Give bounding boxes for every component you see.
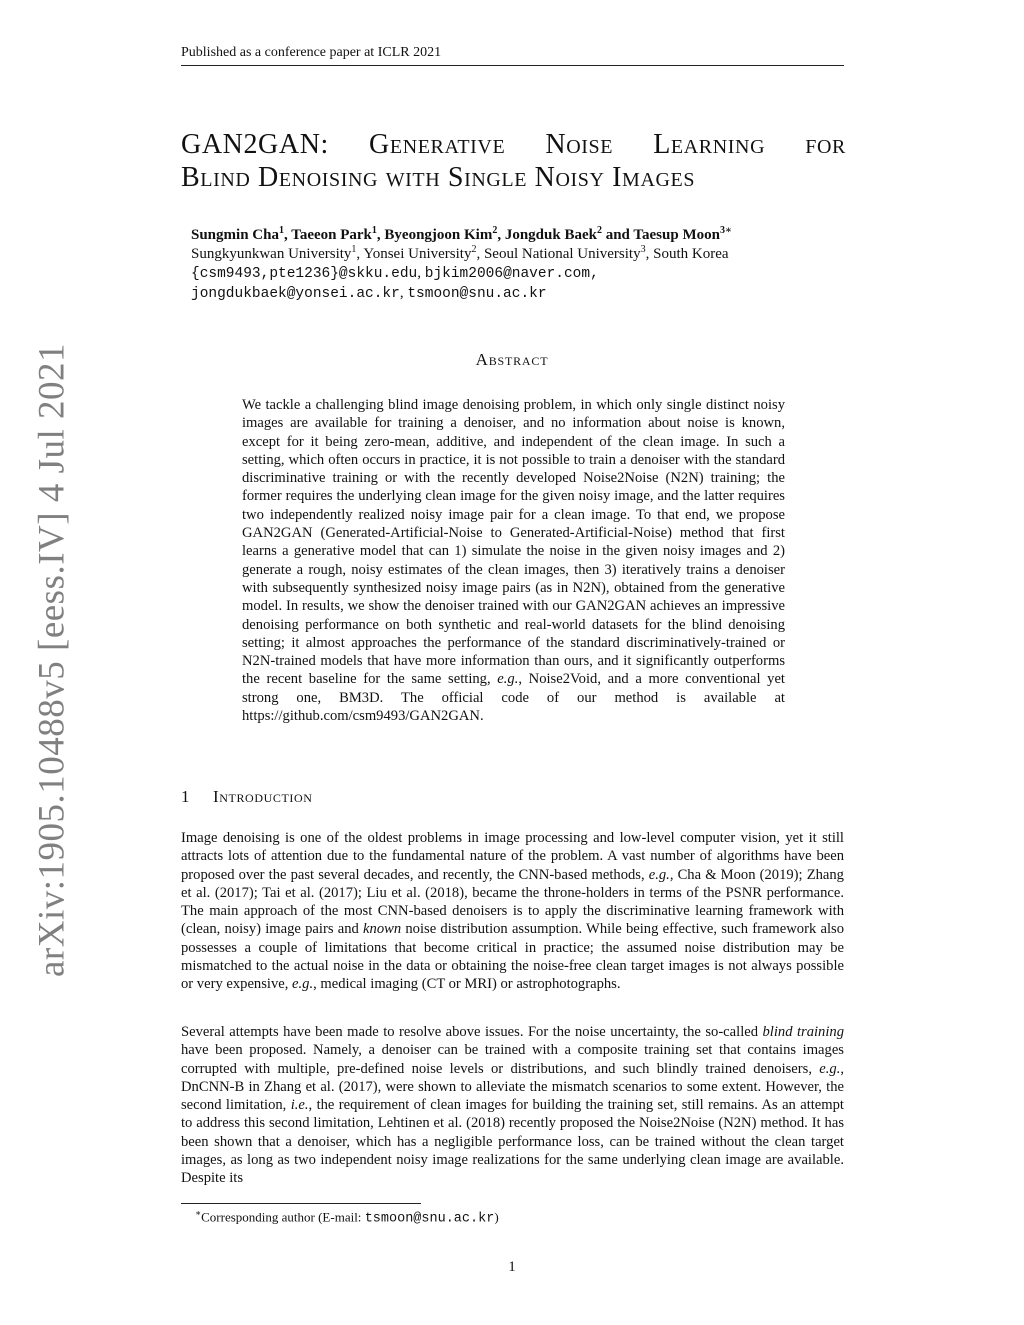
page-number: 1 (508, 1259, 516, 1275)
footnote-text: Corresponding author (E-mail: (201, 1209, 365, 1225)
email-line-1: {csm9493,pte1236}@skku.edu, bjkim2006@naver.com, (191, 265, 599, 282)
arxiv-identifier: arXiv:1905.10488v5 [eess.IV] 4 Jul 2021 (31, 342, 73, 978)
section-number: 1 (181, 787, 191, 806)
title-line-1: GAN2GAN: Generative Noise Learning for (181, 129, 846, 160)
email-address[interactable]: jongdukbaek@yonsei.ac.kr (191, 286, 400, 302)
text-span: Image denoising is one of the oldest problems in image processing and low-level computer vision, yet it still attracts lots of attention due to the fundamental nature of the problem. A vast number of algorithms have been proposed over the past several decades, and recently, the CNN-based methods, (181, 830, 844, 883)
section-heading (181, 787, 313, 807)
italic-span: e.g. (292, 976, 314, 993)
author-names: Sungmin Cha$^1$, Taeeon Park$^1$, Byeongjoon Kim$^2$, Jongduk Baek$^2$ and Taesup Moon$^{3∗}$ (191, 225, 732, 243)
title-line-2: Blind Denoising with Single Noisy Images (181, 162, 696, 193)
italic-span: i.e. (290, 1097, 309, 1114)
author-name: Taesup Moon (633, 227, 720, 243)
author-name: Taeeon Park (291, 227, 372, 243)
email-address[interactable]: bjkim2006@naver.com, (424, 266, 599, 282)
abstract-heading: Abstract (475, 350, 549, 369)
text-span: have been proposed. Namely, a denoiser can be trained with a composite training set that contains images corrupted with multiple, pre-defined noise levels or distributions, and such blindly trained denoisers, (181, 1042, 844, 1077)
footnote (195, 1208, 499, 1226)
author-name: Jongduk Baek (504, 227, 597, 243)
affiliation-mark: 3 (640, 244, 646, 255)
abstract-italic: e.g. (497, 671, 519, 688)
affiliation-mark: 1 (351, 244, 357, 255)
affiliation: Seoul National University (483, 246, 641, 262)
footnote-mark: ∗ (195, 1208, 202, 1218)
text-span: noise distribution assumption. While being effective, such framework also possesses a couple of limitations that become critical in practice; the assumed noise distribution may be mismatched to the actual noise in the data or obtaining the noise-free clean target images is not always possible or very expensive, (181, 921, 844, 993)
italic-span: known (363, 921, 402, 938)
affiliation-country: , South Korea (645, 246, 729, 262)
author-name: Byeongjoon Kim (384, 227, 493, 243)
footnote-email[interactable]: tsmoon@snu.ac.kr (364, 1211, 495, 1227)
affiliations: Sungkyunkwan University$^1$, Yonsei University$^2$, Seoul National University$^3$, South Korea (191, 244, 729, 262)
affiliation-mark: 3∗ (719, 225, 732, 236)
author-name: Sungmin Cha (191, 227, 279, 243)
affiliation-mark: 2 (492, 225, 498, 236)
affiliation: Yonsei University (363, 246, 472, 262)
abstract-span: , Noise2Void, and a more conventional yet strong one, BM3D. The official code of our method is available at https://github.com/csm9493/GAN2GAN. (242, 671, 785, 725)
text-span: , Cha & Moon (2019); Zhang et al. (2017); Tai et al. (2017); Liu et al. (2018), became the throne-holders in terms of the PSNR performance. The main approach of the most CNN-based denoisers is to apply the discriminative learning framework with (clean, noisy) image pairs and (181, 866, 844, 938)
text-span: , DnCNN-B in Zhang et al. (2017), were shown to alleviate the mismatch scenarios to some extent. However, the second limitation, (181, 1060, 844, 1114)
italic-span: e.g. (819, 1060, 841, 1077)
running-header: Published as a conference paper at ICLR 2021 (181, 45, 844, 66)
footnote-text: ) (494, 1209, 499, 1225)
footnote-rule (181, 1203, 421, 1204)
section-title: Introduction (213, 787, 313, 806)
affiliation-mark: 2 (471, 244, 477, 255)
affiliation-mark: 1 (278, 225, 284, 236)
text-span: Several attempts have been made to resolve above issues. For the noise uncertainty, the so-called (181, 1024, 763, 1040)
italic-span: blind training (762, 1024, 844, 1040)
paper-title (181, 128, 846, 194)
affiliation-mark: 2 (596, 225, 602, 236)
text-span: , medical imaging (CT or MRI) or astrophotographs. (313, 976, 621, 993)
abstract-text (242, 396, 785, 725)
text-span: , the requirement of clean images for building the training set, still remains. As an attempt to address this second limitation, Lehtinen et al. (2018) recently proposed the Noise2Noise (N2N) method. It has been shown that a denoiser, which has a negligible performance loss, can be trained without the clean target images, as long as two independent noisy image realizations for the same underlying clean image are available. Despite its (181, 1097, 844, 1187)
email-address[interactable]: tsmoon@snu.ac.kr (407, 286, 547, 302)
affiliation: Sungkyunkwan University (191, 246, 352, 262)
abstract-span: We tackle a challenging blind image denoising problem, in which only single distinct noisy images are available for training a denoiser, and no information about noise is known, except for it being zero-mean, additive, and independent of the clean image. In such a setting, which often occurs in practice, it is not possible to train a denoiser with the standard discriminative training or with the recently developed Noise2Noise (N2N) training; the former requires the underlying clean image for the given noisy image, and the latter requires two independently realized noisy image pair for a clean image. To that end, we propose GAN2GAN (Generated-Artificial-Noise to Generated-Artificial-Noise) method that first learns a generative model that can 1) simulate the noise in the given noisy images and 2) generate a rough, noisy estimates of the clean images, then 3) iteratively trains a denoiser with subsequently synthesized noisy image pairs (as in N2N), obtained from the generative model. In results, we show the denoiser trained with our GAN2GAN achieves an impressive denoising performance on both synthetic and real-world datasets for the blind denoising setting; it almost approaches the performance of the standard discriminatively-trained or N2N-trained models that have more information than ours, and it significantly outperforms the recent baseline for the same setting, (242, 397, 785, 688)
affiliation-mark: 1 (371, 225, 377, 236)
italic-span: e.g. (648, 866, 670, 883)
intro-paragraph-2 (181, 1023, 844, 1188)
author-block (191, 226, 831, 304)
email-address[interactable]: {csm9493,pte1236}@skku.edu (191, 266, 418, 282)
email-line-2: jongdukbaek@yonsei.ac.kr, tsmoon@snu.ac.kr (191, 285, 547, 302)
intro-paragraph-1 (181, 829, 844, 994)
